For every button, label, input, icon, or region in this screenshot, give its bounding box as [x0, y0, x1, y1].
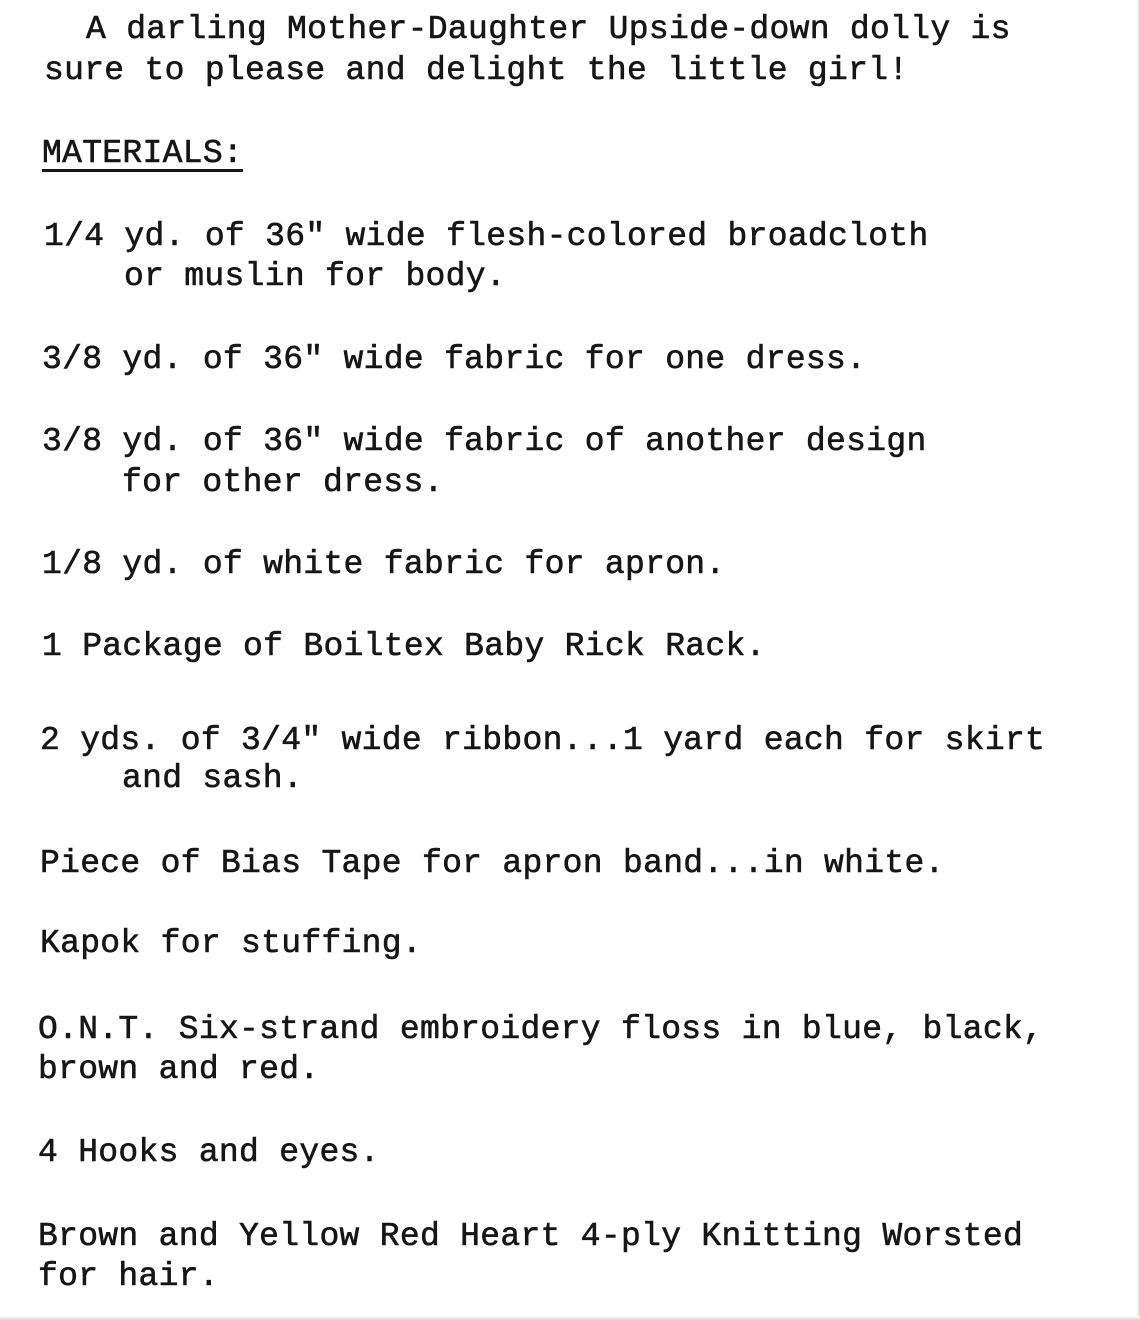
material-item-3-line-1: 3/8 yd. of 36" wide fabric of another design	[42, 423, 927, 460]
material-item-5-line-1: 1 Package of Boiltex Baby Rick Rack.	[42, 628, 766, 665]
material-item-6-line-2: and sash.	[122, 760, 303, 797]
material-item-9-line-1: O.N.T. Six-strand embroidery floss in blue, black,	[38, 1011, 1044, 1048]
material-item-9-line-2: brown and red.	[38, 1051, 320, 1088]
material-item-11-line-1: Brown and Yellow Red Heart 4-ply Knitting Worsted	[38, 1218, 1024, 1255]
material-item-1-line-1: 1/4 yd. of 36" wide flesh-colored broadcloth	[44, 218, 929, 255]
intro-line-2: sure to please and delight the little girl!	[44, 52, 909, 89]
material-item-3-line-2: for other dress.	[122, 464, 444, 501]
material-item-10-line-1: 4 Hooks and eyes.	[38, 1134, 380, 1171]
material-item-6-line-1: 2 yds. of 3/4" wide ribbon...1 yard each for skirt	[40, 722, 1046, 759]
material-item-1-line-2: or muslin for body.	[124, 258, 506, 295]
intro-line-1: A darling Mother-Daughter Upside-down dolly is	[86, 11, 1011, 48]
material-item-11-line-2: for hair.	[38, 1258, 219, 1295]
page-bottom-edge	[0, 1316, 1140, 1320]
material-item-4-line-1: 1/8 yd. of white fabric for apron.	[42, 546, 726, 583]
materials-heading: MATERIALS:	[42, 135, 244, 172]
material-item-2-line-1: 3/8 yd. of 36" wide fabric for one dress.	[42, 341, 867, 378]
material-item-7-line-1: Piece of Bias Tape for apron band...in white.	[40, 845, 945, 882]
material-item-8-line-1: Kapok for stuffing.	[40, 925, 422, 962]
